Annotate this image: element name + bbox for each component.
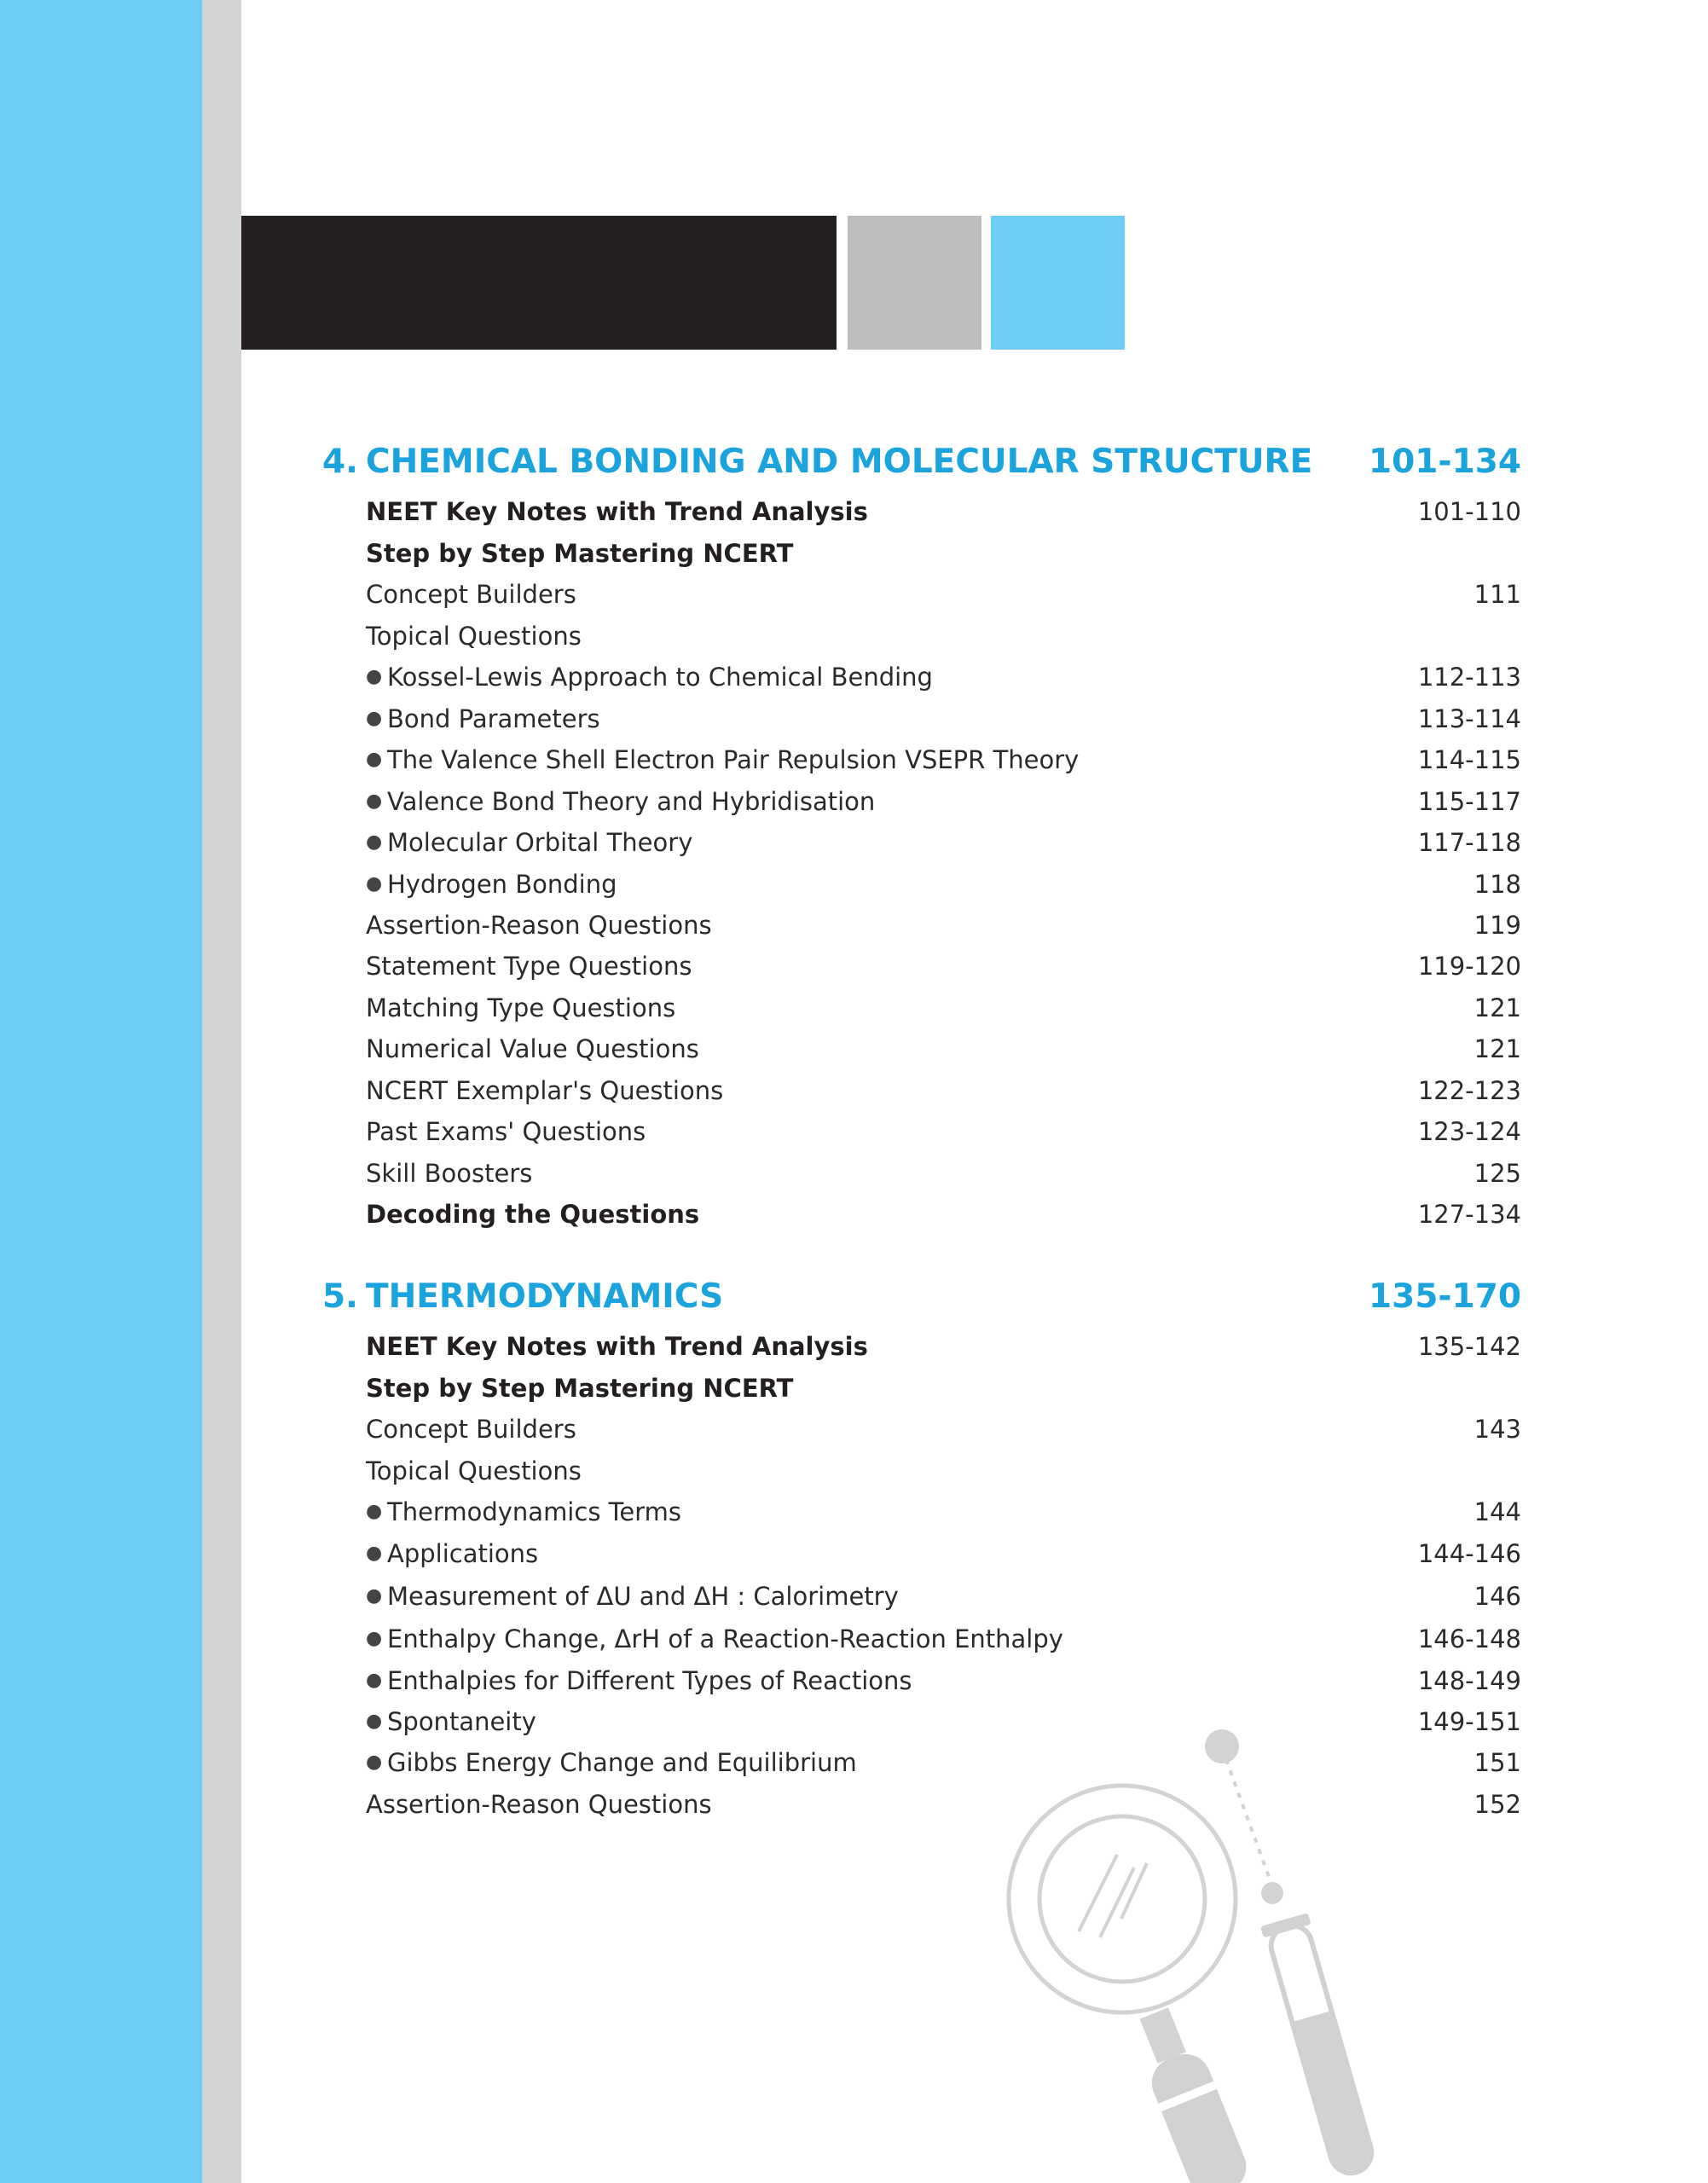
toc-entry[interactable]	[366, 491, 1521, 532]
toc-entry-pages: 113-114	[1417, 704, 1521, 733]
toc-entry-label: Gibbs Energy Change and Equilibrium	[387, 1748, 857, 1777]
toc-entry-pages: 101-110	[1417, 497, 1521, 526]
toc-entry-label: Topical Questions	[366, 1456, 582, 1485]
toc-entry-pages: 112-113	[1417, 663, 1521, 692]
toc-entry[interactable]	[366, 1533, 1521, 1574]
chapter-number: 4.	[322, 443, 358, 481]
toc-entry-label: Decoding the Questions	[366, 1200, 700, 1229]
toc-entry[interactable]	[366, 1618, 1521, 1659]
toc-entry-label: Assertion-Reason Questions	[366, 1790, 712, 1819]
toc-entry-pages: 111	[1474, 580, 1521, 609]
toc-entry-label: Step by Step Mastering NCERT	[366, 1374, 794, 1403]
toc-entry[interactable]	[366, 946, 1521, 987]
toc-entry-pages: 144-146	[1417, 1539, 1521, 1568]
bullet-icon: ●	[366, 708, 383, 729]
toc-entry-label: Concept Builders	[366, 1415, 576, 1444]
chapter-pages: 101-134	[1368, 443, 1521, 481]
toc-entry-label: Hydrogen Bonding	[387, 870, 617, 899]
bullet-icon: ●	[366, 1711, 383, 1732]
toc-entry-label: NEET Key Notes with Trend Analysis	[366, 1332, 868, 1361]
toc-entry-pages: 146-148	[1417, 1624, 1521, 1653]
toc-entry-pages: 118	[1474, 870, 1521, 899]
toc-entry[interactable]	[366, 1368, 1521, 1409]
toc-entry-label: Spontaneity	[387, 1707, 536, 1736]
chapter-number: 5.	[322, 1277, 358, 1316]
toc-entry-label: Concept Builders	[366, 580, 576, 609]
toc-entry-pages: 114-115	[1417, 745, 1521, 774]
chapter-heading[interactable]	[322, 1271, 1521, 1323]
toc-entry-pages: 148-149	[1417, 1666, 1521, 1695]
header-black-bar	[241, 216, 837, 350]
toc-entry[interactable]	[366, 1194, 1521, 1235]
toc-entry-pages: 125	[1474, 1159, 1521, 1188]
toc-entry-label: Enthalpies for Different Types of Reactions	[387, 1666, 912, 1695]
toc-entry[interactable]	[366, 1576, 1521, 1617]
chapter-pages: 135-170	[1368, 1277, 1521, 1316]
toc-entry[interactable]	[366, 905, 1521, 946]
toc-entry-pages: 119-120	[1417, 952, 1521, 981]
toc-entry[interactable]	[366, 1451, 1521, 1491]
toc-entry-pages: 122-123	[1417, 1076, 1521, 1105]
toc-entry-label: Past Exams' Questions	[366, 1117, 646, 1146]
bullet-icon: ●	[366, 1670, 383, 1691]
chapter-title: THERMODYNAMICS	[366, 1277, 724, 1316]
toc-entry-pages: 144	[1474, 1497, 1521, 1526]
toc-entry-label: Topical Questions	[366, 622, 582, 651]
chapter-heading[interactable]	[322, 437, 1521, 488]
toc-entry-pages: 152	[1474, 1790, 1521, 1819]
toc-entry-label: Assertion-Reason Questions	[366, 911, 712, 940]
toc-entry-pages: 115-117	[1417, 787, 1521, 816]
toc-entry-pages: 117-118	[1417, 828, 1521, 857]
toc-entry-pages: 121	[1474, 993, 1521, 1022]
toc-entry-label: NEET Key Notes with Trend Analysis	[366, 497, 868, 526]
bullet-icon: ●	[366, 1501, 383, 1522]
toc-entry-label: Step by Step Mastering NCERT	[366, 539, 794, 568]
left-margin-grey-strip	[202, 0, 241, 2183]
toc-entry-label: Kossel-Lewis Approach to Chemical Bending	[387, 663, 933, 692]
bullet-icon: ●	[366, 1585, 383, 1607]
toc-entry[interactable]	[366, 1326, 1521, 1367]
toc-entry[interactable]	[366, 657, 1521, 698]
toc-entry-label: Applications	[387, 1539, 539, 1568]
toc-entry[interactable]	[366, 864, 1521, 905]
toc-entry-label: Skill Boosters	[366, 1159, 533, 1188]
toc-entry-pages: 146	[1474, 1582, 1521, 1611]
bullet-icon: ●	[366, 831, 383, 853]
toc-entry-label: Enthalpy Change, ΔrH of a Reaction-Reaction Enthalpy	[387, 1624, 1063, 1653]
toc-entry[interactable]	[366, 822, 1521, 863]
toc-entry-label: Bond Parameters	[387, 704, 600, 733]
toc-entry[interactable]	[366, 698, 1521, 739]
toc-entry-label: Matching Type Questions	[366, 993, 676, 1022]
toc-entry-pages: 143	[1474, 1415, 1521, 1444]
header-blue-square	[991, 216, 1125, 350]
chapter-title: CHEMICAL BONDING AND MOLECULAR STRUCTURE	[366, 443, 1313, 481]
left-margin-blue-strip	[0, 0, 202, 2183]
toc-entry-label: Numerical Value Questions	[366, 1034, 699, 1063]
toc-entry-pages: 149-151	[1417, 1707, 1521, 1736]
toc-entry[interactable]	[366, 739, 1521, 780]
toc-entry[interactable]	[366, 616, 1521, 657]
toc-entry[interactable]	[366, 781, 1521, 822]
toc-entry-label: Thermodynamics Terms	[387, 1497, 682, 1526]
magnifier-and-test-tube-icon	[981, 1714, 1407, 2183]
bullet-icon: ●	[366, 666, 383, 687]
bullet-icon: ●	[366, 1543, 383, 1564]
toc-entry[interactable]	[366, 574, 1521, 615]
toc-entry[interactable]	[366, 1660, 1521, 1701]
toc-entry-label: Valence Bond Theory and Hybridisation	[387, 787, 876, 816]
toc-entry-label: The Valence Shell Electron Pair Repulsion VSEPR Theory	[387, 745, 1080, 774]
bullet-icon: ●	[366, 873, 383, 895]
toc-entry-label: Molecular Orbital Theory	[387, 828, 693, 857]
toc-entry-pages: 119	[1474, 911, 1521, 940]
toc-entry[interactable]	[366, 1491, 1521, 1532]
toc-entry-label: Measurement of ΔU and ΔH : Calorimetry	[387, 1582, 899, 1611]
toc-entry[interactable]	[366, 1409, 1521, 1450]
toc-entry-label: Statement Type Questions	[366, 952, 692, 981]
toc-entry[interactable]	[366, 1028, 1521, 1069]
toc-entry[interactable]	[366, 1070, 1521, 1111]
toc-entry[interactable]	[366, 987, 1521, 1028]
toc-entry-pages: 121	[1474, 1034, 1521, 1063]
header-grey-square	[848, 216, 981, 350]
toc-entry[interactable]	[366, 1153, 1521, 1194]
bullet-icon: ●	[366, 749, 383, 770]
toc-entry-pages: 127-134	[1417, 1200, 1521, 1229]
toc-entry-pages: 151	[1474, 1748, 1521, 1777]
bullet-icon: ●	[366, 1628, 383, 1649]
toc-entry-pages: 135-142	[1417, 1332, 1521, 1361]
toc-entry-label: NCERT Exemplar's Questions	[366, 1076, 724, 1105]
bullet-icon: ●	[366, 1752, 383, 1773]
bullet-icon: ●	[366, 790, 383, 812]
toc-entry[interactable]	[366, 533, 1521, 574]
toc-entry-pages: 123-124	[1417, 1117, 1521, 1146]
toc-entry[interactable]	[366, 1111, 1521, 1152]
